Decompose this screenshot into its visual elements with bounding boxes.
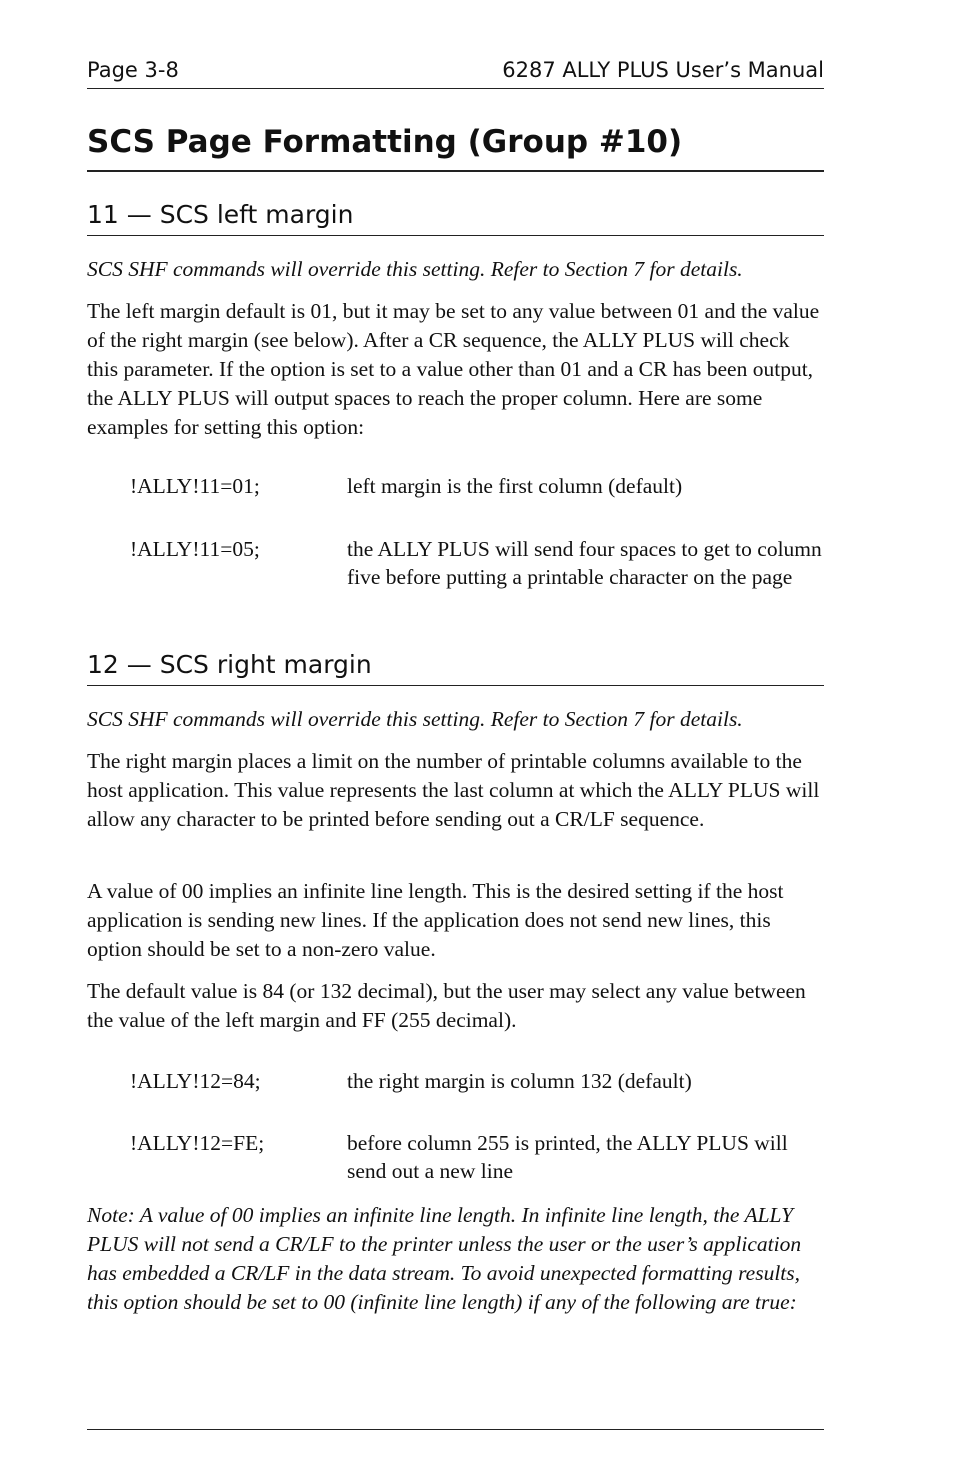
example-command: !ALLY!11=01; xyxy=(130,474,260,498)
footer-rule xyxy=(87,1429,824,1430)
manual-title: 6287 ALLY PLUS User’s Manual xyxy=(502,58,824,82)
example-command: !ALLY!12=FE; xyxy=(130,1131,265,1155)
paragraph-right-margin-1: The right margin places a limit on the number of printable columns available to the host application. This value represents the last column at which the ALLY PLUS will allow any character to be printed before sending out a CR/LF sequence. xyxy=(87,749,820,831)
example-description: left margin is the first column (default) xyxy=(347,474,683,498)
page-number: Page 3-8 xyxy=(87,58,179,82)
example-description: before column 255 is printed, the ALLY PLUS will send out a new line xyxy=(347,1131,788,1183)
example-description: the right margin is column 132 (default) xyxy=(347,1069,692,1093)
paragraph-right-margin-2: A value of 00 implies an infinite line length. This is the desired setting if the host application is sending new lines. If the application does not send new lines, this option should be set to a non-zero value. xyxy=(87,879,784,961)
closing-note: Note: A value of 00 implies an infinite line length. In infinite line length, the ALLY PLUS will not send a CR/LF to the printer unless the user or the user’s application has embedded a CR/LF in the data stream. To avoid unexpected formatting results, this option should be set to 00 (infinite line length) if any of the following are true: xyxy=(87,1203,802,1314)
section-note-right-margin: SCS SHF commands will override this setting. Refer to Section 7 for details. xyxy=(87,707,743,731)
page-header xyxy=(87,58,824,89)
example-description: the ALLY PLUS will send four spaces to get to column five before putting a printable character on the page xyxy=(347,537,822,589)
section-note-left-margin: SCS SHF commands will override this setting. Refer to Section 7 for details. xyxy=(87,257,743,281)
section-heading-right-margin: 12 — SCS right margin xyxy=(87,650,824,686)
example-command: !ALLY!12=84; xyxy=(130,1069,261,1093)
page-title: SCS Page Formatting (Group #10) xyxy=(87,124,824,172)
document-page xyxy=(87,0,824,1475)
example-command: !ALLY!11=05; xyxy=(130,537,260,561)
paragraph-left-margin: The left margin default is 01, but it may be set to any value between 01 and the value of the right margin (see below). After a CR sequence, the ALLY PLUS will check this parameter. If the option is set to a value other than 01 and a CR has been output, the ALLY PLUS will output spaces to reach the proper column. Here are some examples for setting this option: xyxy=(87,299,820,439)
section-heading-left-margin: 11 — SCS left margin xyxy=(87,200,824,236)
paragraph-right-margin-3: The default value is 84 (or 132 decimal), but the user may select any value between the value of the left margin and FF (255 decimal). xyxy=(87,979,806,1032)
